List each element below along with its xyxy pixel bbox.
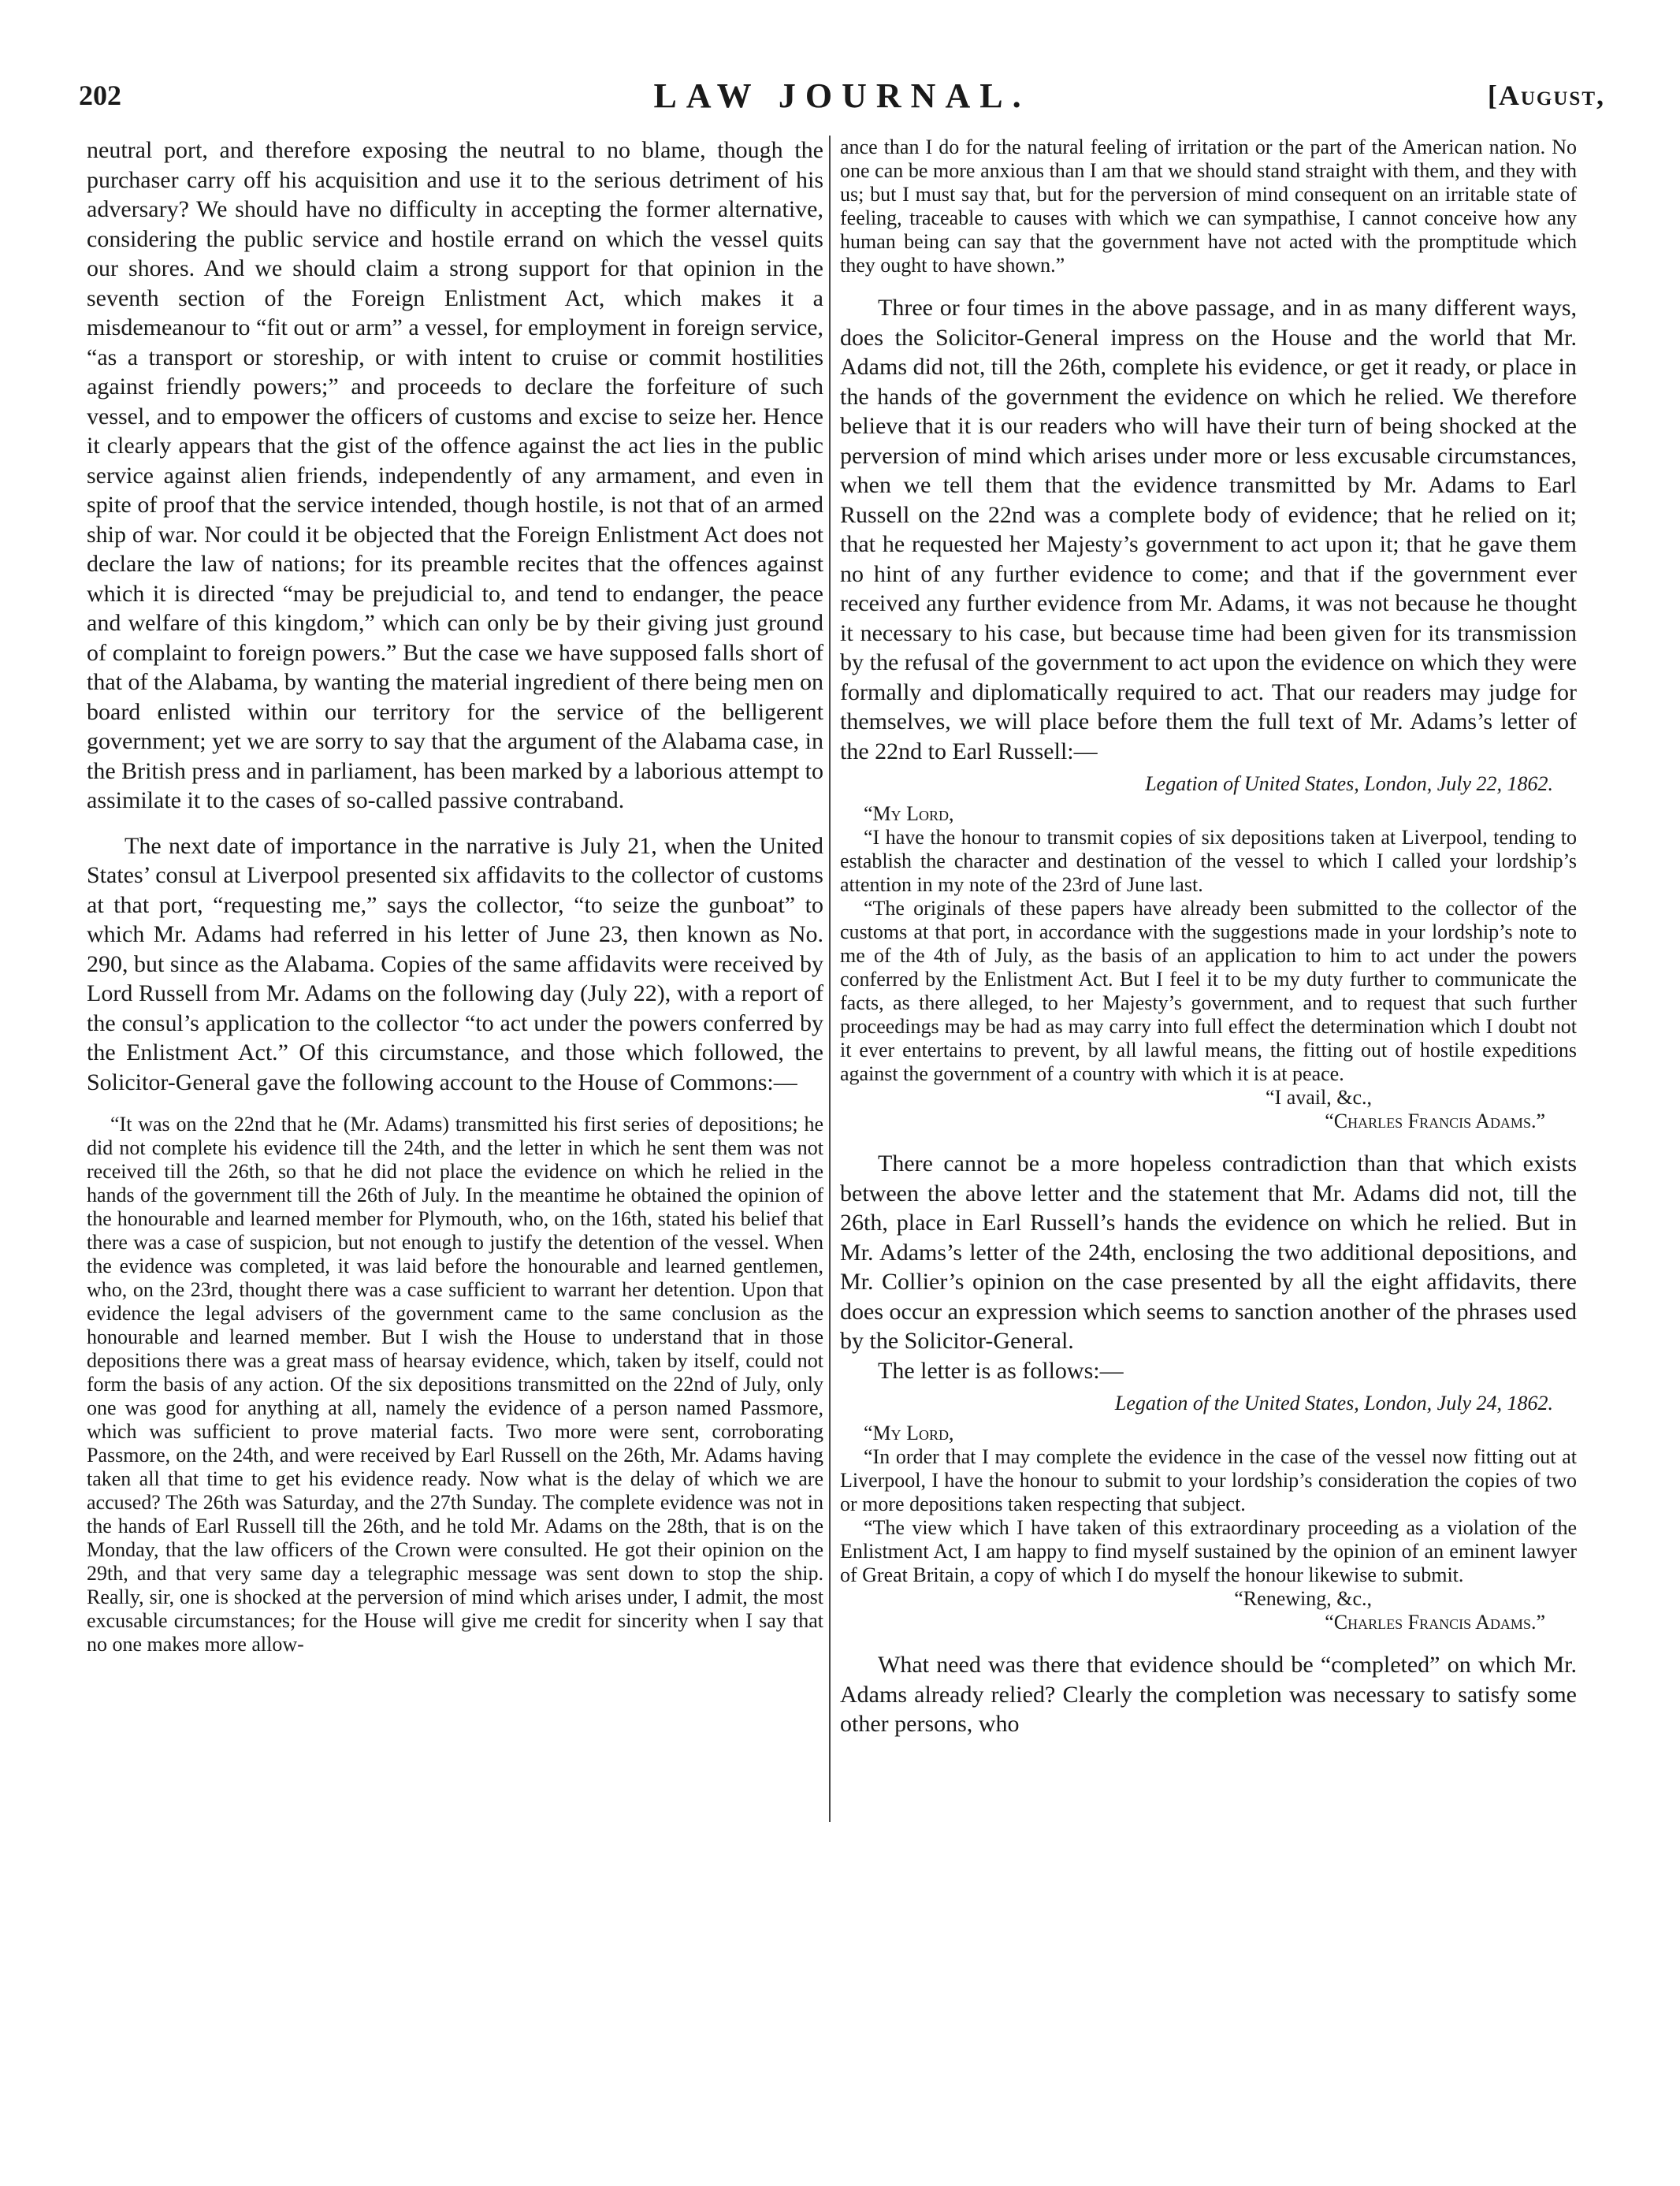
- right-column: [840, 136, 1577, 2145]
- letter2-paragraph: “The view which I have taken of this extraordinary proceeding as a violation of the Enlistment Act, I am happy to find myself sustained by the opinion of an eminent lawyer of Great Britain, a copy of which I do myself the honour likewise to submit.: [840, 1516, 1577, 1586]
- solicitor-general-quote: “It was on the 22nd that he (Mr. Adams) transmitted his first series of depositions; he did not complete his evidence till the 24th, and the letter in which he sent them was not received till the 26th, so that he did not place the evidence on which he relied in the hands of the government till the 26th of July. In the meantime he obtained the opinion of the honourable and learned member for Plymouth, who, on the 16th, stated his belief that there was a case of suspicion, but not enough to justify the detention of the vessel. When the evidence was completed, it was laid before the honourable and learned gentlemen, who, on the 23rd, thought there was a case sufficient to warrant her detention. Upon that evidence the legal advisers of the government came to the same conclusion as the honourable and learned member. But I wish the House to understand that in those depositions there was a great mass of hearsay evidence, which, taken by itself, could not form the basis of any action. Of the six depositions transmitted on the 22nd of July, only one was good for anything at all, namely the evidence of a person named Passmore, which was sufficient to prove material facts. Two more were sent, corroborating Passmore, on the 24th, and were received by Earl Russell on the 26th, Mr. Adams having taken all that time to get his evidence ready. Now what is the delay of which we are accused? The 26th was Saturday, and the 27th Sunday. The complete evidence was not in the hands of Earl Russell till the 26th, and he told Mr. Adams on the 28th, that is on the Monday, that the law officers of the Crown were consulted. He got their opinion on the 29th, and that very same day a telegraphic message was sent down to stop the ship. Really, sir, one is shocked at the perversion of mind which arises under, I admit, the most excusable circumstances; for the House will give me credit for sincerity when I say that no one makes more allow-: [87, 1113, 823, 1656]
- running-head-month: [August,: [1487, 80, 1605, 111]
- letter-salutation: “My Lord,: [864, 1422, 954, 1444]
- letter2-paragraph: “In order that I may complete the evidence in the case of the vessel now fitting out at Liverpool, I have the honour to submit to your lordship’s consideration the copies of two or more depositions taken respecting that subject.: [840, 1445, 1577, 1515]
- letter-signature: “Charles Francis Adams.”: [1325, 1611, 1545, 1634]
- letter-dateline-july-24: Legation of the United States, London, July 24, 1862.: [1114, 1392, 1553, 1415]
- paragraph-three-or-four: Three or four times in the above passage, and in as many different ways, does the Solicitor-General impress on the House and the world that Mr. Adams did not, till the 26th, complete his evidence, or get it ready, or place in the hands of the government the evidence on which he relied. We therefore believe that it is our readers who will have their turn of being shocked at the perversion of mind which arises under more or less excusable circumstances, when we tell them that the evidence transmitted by Mr. Adams to Earl Russell on the 22nd was a complete body of evidence; that he relied on it; that he requested her Majesty’s government to act upon it; that he gave them no hint of any further evidence to come; and that if the government ever received any further evidence from Mr. Adams, it was not because he thought it necessary to his case, but because time had been given for its transmission by the refusal of the government to act upon the evidence on which they were formally and diplomatically required to act. That our readers may judge for themselves, we will place before them the full text of Mr. Adams’s letter of the 22nd to Earl Russell:—: [840, 295, 1577, 764]
- letter1-paragraph: “The originals of these papers have already been submitted to the collector of the customs at that port, in accordance with the suggestions made in your lordship’s note to me of the 4th of July, as the basis of an application to him to act under the powers conferred by the Enlistment Act. But I feel it to be my duty further to communicate the facts, as there alleged, to her Majesty’s government, and to request that such further proceedings may be had as may carry into full effect the determination which I doubt not it ever entertains to prevent, by all lawful means, the fitting out of hostile expeditions against the government of a country with which it is at peace.: [840, 897, 1577, 1085]
- journal-title: LAW JOURNAL.: [653, 76, 1031, 115]
- paragraph-hopeless-contradiction: There cannot be a more hopeless contradiction than that which exists between the above letter and the statement that Mr. Adams did not, till the 26th, place in Earl Russell’s hands the evidence on which he relied. But in Mr. Adams’s letter of the 24th, enclosing the two additional depositions, and Mr. Collier’s opinion on the case presented by all the eight affidavits, there does occur an expression which seems to sanction another of the phrases used by the Solicitor-General.: [840, 1151, 1577, 1354]
- paragraph-next-date: The next date of importance in the narrative is July 21, when the United States’ consul at Liverpool presented six affidavits to the collector of customs at that port, “requesting me,” says the collector, “to seize the gunboat” to which Mr. Adams had referred in his letter of June 23, then known as No. 290, but since as the Alabama. Copies of the same affidavits were received by Lord Russell from Mr. Adams on the following day (July 22), with a report of the consul’s application to the collector “to act under the powers conferred by the Enlistment Act.” Of this circumstance, and those which followed, the Solicitor-General gave the following account to the House of Commons:—: [87, 832, 823, 1095]
- paragraph-what-need: What need was there that evidence should be “completed” on which Mr. Adams already relied? Clearly the completion was necessary to satisfy some other persons, who: [840, 1652, 1577, 1737]
- paragraph-letter-follows: The letter is as follows:—: [878, 1357, 1124, 1384]
- letter-closing: “I avail, &c.,: [1266, 1086, 1372, 1109]
- paragraph-neutral-port: neutral port, and therefore exposing the neutral to no blame, though the purchaser carry off his acquisition and use it to the serious detriment of his adversary? We should have no difficulty in accepting the former alternative, considering the public service and hostile errand on which the vessel quits our shores. And we should claim a strong support for that opinion in the seventh section of the Foreign Enlistment Act, which makes it a misdemeanour to “fit out or arm” a vessel, for employment in foreign service, “as a transport or storeship, or with intent to cruise or commit hostilities against friendly powers;” and proceeds to declare the forfeiture of such vessel, and to empower the officers of customs and excise to seize her. Hence it clearly appears that the gist of the offence against the act lies in the public service against alien friends, independently of any armament, and even in spite of proof that the service intended, though hostile, is not that of an armed ship of war. Nor could it be objected that the Foreign Enlistment Act does not declare the law of nations; for its preamble recites that the offences against which it is directed “may be prejudicial to, and tend to endanger, the peace and welfare of this kingdom,” which can only be by their giving just ground of complaint to foreign powers.” But the case we have supposed falls short of that of the Alabama, by wanting the material ingredient of there being men on board enlisted within our territory for the service of the belligerent government; yet we are sorry to say that the argument of the Alabama case, in the British press and in parliament, has been marked by a laborious attempt to assimilate it to the cases of so-called passive contraband.: [87, 137, 823, 813]
- letter-closing: “Renewing, &c.,: [1234, 1587, 1372, 1610]
- letter-salutation: “My Lord,: [864, 802, 954, 825]
- letter-dateline-july-22: Legation of United States, London, July 22, 1862.: [1145, 772, 1553, 795]
- left-column: [87, 136, 823, 2145]
- column-divider: [829, 136, 831, 1822]
- page-number: 202: [79, 80, 121, 111]
- quote-continuation: ance than I do for the natural feeling of irritation or the part of the American nation. No one can be more anxious than I am that we should stand straight with them, and they with us; but I must say that, but for the perversion of mind consequent on an irritable state of feeling, traceable to causes with which we can sympathise, I cannot conceive how any human being can say that the government have not acted with the promptitude which they ought to have shown.”: [840, 136, 1577, 277]
- letter-signature: “Charles Francis Adams.”: [1325, 1110, 1545, 1132]
- page-header: [79, 76, 1605, 126]
- letter1-paragraph: “I have the honour to transmit copies of six depositions taken at Liverpool, tending to establish the character and destination of the vessel to which I called your lordship’s attention in my note of the 23rd of June last.: [840, 826, 1577, 896]
